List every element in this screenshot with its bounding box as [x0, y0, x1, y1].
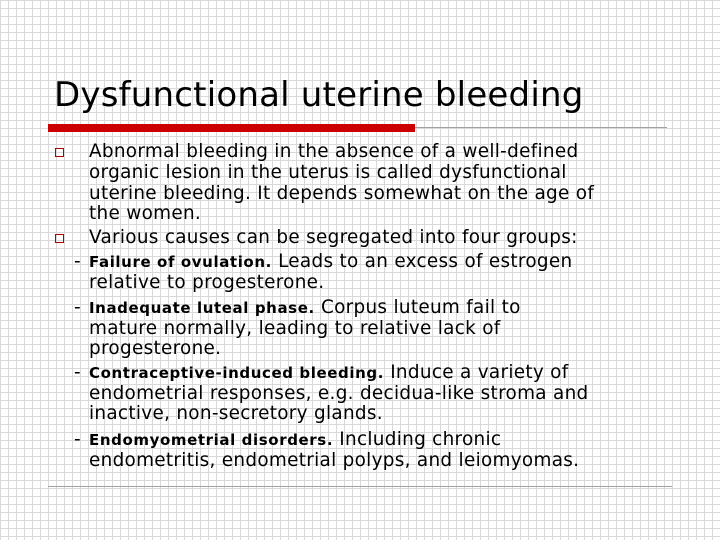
- cause-3-text: Induce a variety of: [384, 362, 569, 383]
- cause-1-text: Leads to an excess of estrogen: [271, 251, 573, 272]
- cause-2-text: Corpus luteum fail to: [314, 297, 521, 318]
- cause-4-lead: Endomyometrial disorders.: [89, 431, 334, 449]
- bullet-1-line-1: Abnormal bleeding in the absence of a well-defined: [89, 141, 579, 162]
- dash-marker: -: [74, 362, 81, 383]
- title-underline-accent: [48, 124, 415, 132]
- cause-4-text: Including chronic: [333, 429, 502, 450]
- bullet-1-line-4: the women.: [89, 203, 202, 224]
- cause-1-line-1: [89, 251, 572, 273]
- cause-3-line-1: [89, 362, 569, 384]
- cause-2-line-1: [89, 297, 521, 319]
- footer-rule: [48, 486, 672, 487]
- cause-4-line-1: [89, 429, 501, 451]
- cause-1-line-2: relative to progesterone.: [89, 272, 325, 293]
- dash-marker: -: [74, 251, 81, 272]
- cause-2-line-3: progesterone.: [89, 338, 222, 359]
- cause-3-line-3: inactive, non-secretory glands.: [89, 403, 383, 424]
- bullet-square-icon: [55, 234, 64, 243]
- cause-2-lead: Inadequate luteal phase.: [89, 299, 315, 317]
- cause-1-lead: Failure of ovulation.: [89, 253, 272, 271]
- cause-3-lead: Contraceptive-induced bleeding.: [89, 364, 385, 382]
- bullet-square-icon: [55, 148, 64, 157]
- dash-marker: -: [74, 297, 81, 318]
- bullet-1-line-2: organic lesion in the uterus is called dysfunctional: [89, 162, 567, 183]
- bullet-1-line-3: uterine bleeding. It depends somewhat on the age of: [89, 183, 595, 204]
- cause-4-line-2: endometritis, endometrial polyps, and leiomyomas.: [89, 450, 580, 471]
- cause-3-line-2: endometrial responses, e.g. decidua-like stroma and: [89, 383, 589, 404]
- bullet-2-line-1: Various causes can be segregated into four groups:: [89, 227, 578, 248]
- cause-2-line-2: mature normally, leading to relative lack of: [89, 318, 501, 339]
- dash-marker: -: [74, 429, 81, 450]
- slide-title: Dysfunctional uterine bleeding: [54, 75, 584, 115]
- title-underline-rule: [415, 127, 667, 128]
